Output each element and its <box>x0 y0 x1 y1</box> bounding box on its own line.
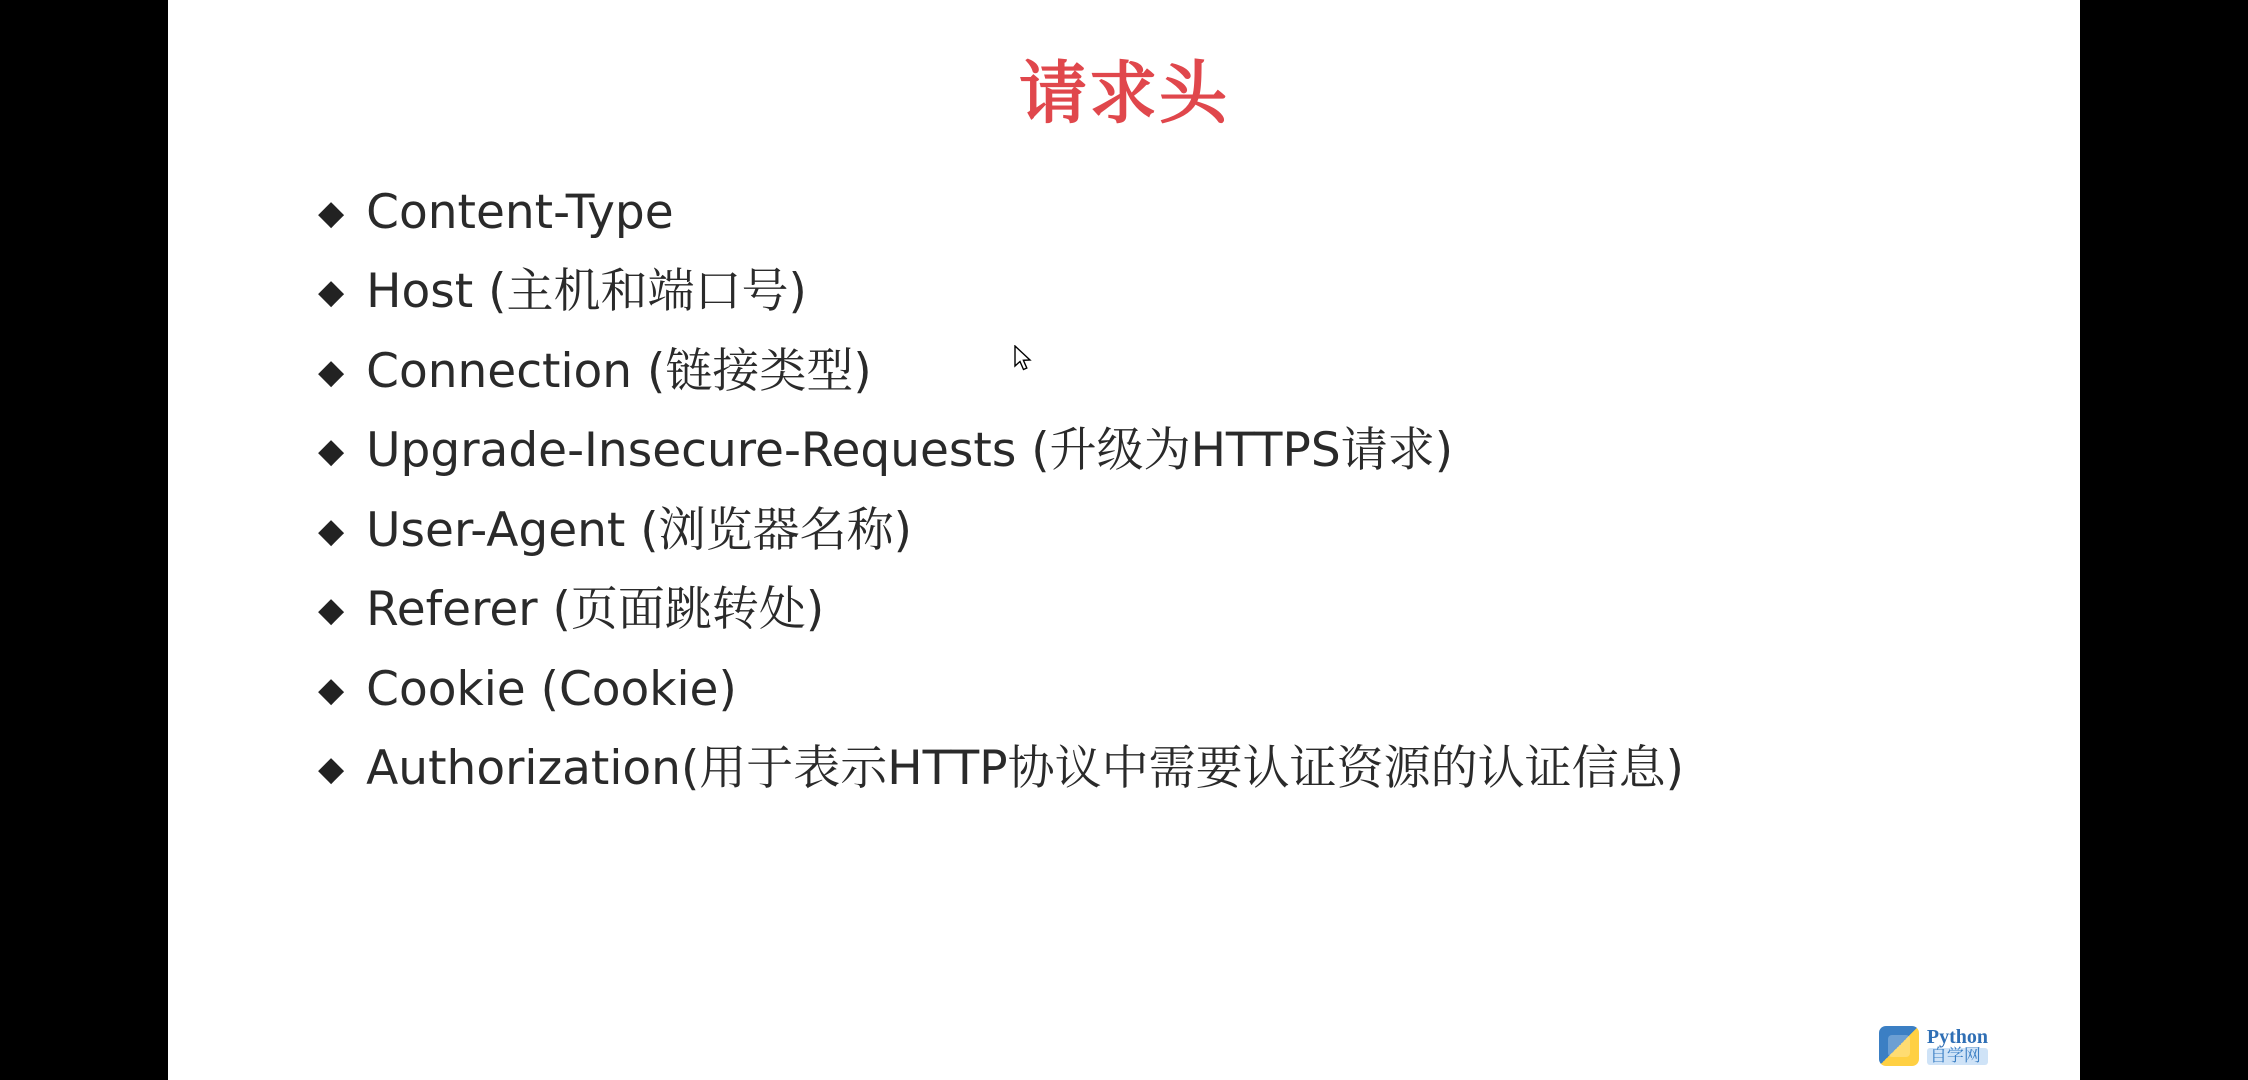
list-item-label: Authorization(用于表示HTTP协议中需要认证资源的认证信息) <box>366 740 1684 796</box>
list-item <box>168 185 2080 240</box>
python-logo-icon <box>1879 1026 1919 1066</box>
list-item-label: Host (主机和端口号) <box>366 264 807 320</box>
list-item-label: User-Agent (浏览器名称) <box>366 502 912 558</box>
watermark-text <box>1927 1027 1988 1066</box>
bullet-list <box>168 185 2080 797</box>
list-item <box>168 423 2080 478</box>
list-item <box>168 662 2080 717</box>
watermark <box>1879 1026 1988 1066</box>
diamond-bullet-icon: ◆ <box>318 510 345 551</box>
diamond-bullet-icon: ◆ <box>318 748 345 789</box>
diamond-bullet-icon: ◆ <box>318 192 345 233</box>
diamond-bullet-icon: ◆ <box>318 590 345 631</box>
diamond-bullet-icon: ◆ <box>318 272 345 313</box>
list-item-label: Referer (页面跳转处) <box>366 582 825 638</box>
watermark-main-label: Python <box>1926 1025 1988 1048</box>
list-item <box>168 582 2080 637</box>
page-title: 请求头 <box>1018 55 1229 134</box>
diamond-bullet-icon: ◆ <box>318 669 345 710</box>
list-item-label: Upgrade-Insecure-Requests (升级为HTTPS请求) <box>366 423 1454 479</box>
list-item <box>168 344 2080 399</box>
list-item <box>168 741 2080 796</box>
slide-canvas <box>168 0 2080 1080</box>
watermark-sub-label: 自学网 <box>1927 1048 1988 1066</box>
list-item-label: Cookie (Cookie) <box>366 661 737 717</box>
list-item-label: Connection (链接类型) <box>366 343 872 399</box>
diamond-bullet-icon: ◆ <box>318 351 345 392</box>
list-item <box>168 264 2080 319</box>
list-item-label: Content-Type <box>366 184 674 240</box>
diamond-bullet-icon: ◆ <box>318 431 345 472</box>
list-item <box>168 503 2080 558</box>
